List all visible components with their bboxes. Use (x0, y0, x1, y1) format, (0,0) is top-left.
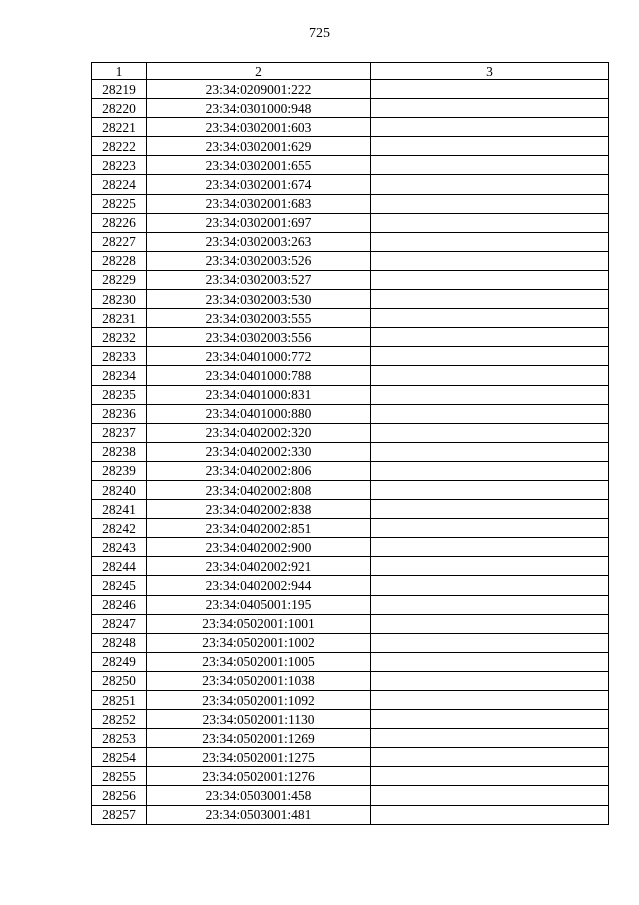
table-header-row (92, 63, 609, 80)
cadastral-number-cell: 23:34:0502001:1038 (147, 671, 371, 690)
table-row (92, 500, 609, 519)
cadastral-number-cell: 23:34:0302003:556 (147, 328, 371, 347)
row-number-cell: 28227 (92, 232, 147, 251)
table-row (92, 710, 609, 729)
table-row (92, 232, 609, 251)
row-number-cell: 28228 (92, 251, 147, 270)
note-cell (371, 404, 609, 423)
cadastral-number-cell: 23:34:0302003:527 (147, 270, 371, 289)
row-number-cell: 28255 (92, 767, 147, 786)
cadastral-number-cell: 23:34:0405001:195 (147, 595, 371, 614)
note-cell (371, 270, 609, 289)
cadastral-number-cell: 23:34:0302001:629 (147, 137, 371, 156)
cadastral-number-cell: 23:34:0302003:263 (147, 232, 371, 251)
cadastral-number-cell: 23:34:0402002:944 (147, 576, 371, 595)
cadastral-number-cell: 23:34:0209001:222 (147, 80, 371, 99)
row-number-cell: 28252 (92, 710, 147, 729)
cadastral-number-cell: 23:34:0301000:948 (147, 99, 371, 118)
cadastral-number-cell: 23:34:0401000:772 (147, 347, 371, 366)
cadastral-number-cell: 23:34:0402002:330 (147, 442, 371, 461)
note-cell (371, 767, 609, 786)
cadastral-number-cell: 23:34:0302001:674 (147, 175, 371, 194)
note-cell (371, 671, 609, 690)
table-row (92, 729, 609, 748)
row-number-cell: 28239 (92, 461, 147, 480)
cadastral-number-cell: 23:34:0302003:526 (147, 251, 371, 270)
cadastral-number-cell: 23:34:0302001:655 (147, 156, 371, 175)
note-cell (371, 175, 609, 194)
table-row (92, 786, 609, 805)
row-number-cell: 28232 (92, 328, 147, 347)
cadastral-number-cell: 23:34:0302003:555 (147, 309, 371, 328)
table-row (92, 175, 609, 194)
table-row (92, 461, 609, 480)
row-number-cell: 28246 (92, 595, 147, 614)
note-cell (371, 710, 609, 729)
row-number-cell: 28231 (92, 309, 147, 328)
note-cell (371, 423, 609, 442)
cadastral-number-cell: 23:34:0502001:1005 (147, 652, 371, 671)
cadastral-number-cell: 23:34:0402002:921 (147, 557, 371, 576)
row-number-cell: 28219 (92, 80, 147, 99)
note-cell (371, 442, 609, 461)
cadastral-number-cell: 23:34:0502001:1002 (147, 633, 371, 652)
note-cell (371, 80, 609, 99)
row-number-cell: 28257 (92, 805, 147, 824)
table-row (92, 270, 609, 289)
note-cell (371, 213, 609, 232)
table-row (92, 671, 609, 690)
row-number-cell: 28256 (92, 786, 147, 805)
table-row (92, 748, 609, 767)
table-row (92, 347, 609, 366)
row-number-cell: 28245 (92, 576, 147, 595)
note-cell (371, 194, 609, 213)
table-row (92, 442, 609, 461)
row-number-cell: 28237 (92, 423, 147, 442)
row-number-cell: 28250 (92, 671, 147, 690)
cadastral-number-cell: 23:34:0302001:697 (147, 213, 371, 232)
table-row (92, 576, 609, 595)
column-header-2: 2 (147, 63, 371, 80)
note-cell (371, 251, 609, 270)
note-cell (371, 576, 609, 595)
registry-table (91, 62, 609, 825)
row-number-cell: 28236 (92, 404, 147, 423)
cadastral-number-cell: 23:34:0402002:851 (147, 519, 371, 538)
note-cell (371, 461, 609, 480)
table-row (92, 480, 609, 499)
cadastral-number-cell: 23:34:0502001:1130 (147, 710, 371, 729)
cadastral-number-cell: 23:34:0502001:1276 (147, 767, 371, 786)
note-cell (371, 309, 609, 328)
note-cell (371, 366, 609, 385)
cadastral-number-cell: 23:34:0502001:1269 (147, 729, 371, 748)
row-number-cell: 28243 (92, 538, 147, 557)
row-number-cell: 28241 (92, 500, 147, 519)
row-number-cell: 28223 (92, 156, 147, 175)
cadastral-number-cell: 23:34:0302003:530 (147, 290, 371, 309)
note-cell (371, 118, 609, 137)
row-number-cell: 28248 (92, 633, 147, 652)
row-number-cell: 28229 (92, 270, 147, 289)
table-row (92, 404, 609, 423)
table-row (92, 633, 609, 652)
note-cell (371, 729, 609, 748)
cadastral-number-cell: 23:34:0402002:808 (147, 480, 371, 499)
note-cell (371, 347, 609, 366)
row-number-cell: 28230 (92, 290, 147, 309)
row-number-cell: 28225 (92, 194, 147, 213)
table-row (92, 118, 609, 137)
table-row (92, 614, 609, 633)
row-number-cell: 28221 (92, 118, 147, 137)
table-row (92, 80, 609, 99)
table-row (92, 519, 609, 538)
table-row (92, 767, 609, 786)
cadastral-number-cell: 23:34:0302001:603 (147, 118, 371, 137)
note-cell (371, 538, 609, 557)
table-row (92, 557, 609, 576)
cadastral-number-cell: 23:34:0502001:1092 (147, 691, 371, 710)
note-cell (371, 480, 609, 499)
note-cell (371, 786, 609, 805)
row-number-cell: 28234 (92, 366, 147, 385)
note-cell (371, 137, 609, 156)
table-row (92, 805, 609, 824)
row-number-cell: 28253 (92, 729, 147, 748)
cadastral-number-cell: 23:34:0502001:1001 (147, 614, 371, 633)
row-number-cell: 28233 (92, 347, 147, 366)
table-row (92, 595, 609, 614)
table-row (92, 156, 609, 175)
row-number-cell: 28249 (92, 652, 147, 671)
row-number-cell: 28220 (92, 99, 147, 118)
column-header-3: 3 (371, 63, 609, 80)
row-number-cell: 28240 (92, 480, 147, 499)
note-cell (371, 652, 609, 671)
row-number-cell: 28251 (92, 691, 147, 710)
row-number-cell: 28238 (92, 442, 147, 461)
cadastral-number-cell: 23:34:0402002:900 (147, 538, 371, 557)
note-cell (371, 557, 609, 576)
cadastral-number-cell: 23:34:0401000:831 (147, 385, 371, 404)
column-header-1: 1 (92, 63, 147, 80)
table-row (92, 309, 609, 328)
cadastral-number-cell: 23:34:0402002:838 (147, 500, 371, 519)
page-number: 725 (309, 26, 330, 41)
table-row (92, 366, 609, 385)
table-row (92, 194, 609, 213)
table-row (92, 137, 609, 156)
table-row (92, 385, 609, 404)
row-number-cell: 28254 (92, 748, 147, 767)
table-row (92, 423, 609, 442)
table-row (92, 691, 609, 710)
note-cell (371, 633, 609, 652)
table-row (92, 99, 609, 118)
row-number-cell: 28235 (92, 385, 147, 404)
cadastral-number-cell: 23:34:0401000:788 (147, 366, 371, 385)
cadastral-number-cell: 23:34:0302001:683 (147, 194, 371, 213)
cadastral-number-cell: 23:34:0402002:320 (147, 423, 371, 442)
table-row (92, 251, 609, 270)
note-cell (371, 99, 609, 118)
row-number-cell: 28226 (92, 213, 147, 232)
row-number-cell: 28224 (92, 175, 147, 194)
note-cell (371, 691, 609, 710)
cadastral-number-cell: 23:34:0402002:806 (147, 461, 371, 480)
note-cell (371, 519, 609, 538)
note-cell (371, 156, 609, 175)
row-number-cell: 28242 (92, 519, 147, 538)
table-row (92, 213, 609, 232)
note-cell (371, 385, 609, 404)
cadastral-number-cell: 23:34:0503001:481 (147, 805, 371, 824)
note-cell (371, 805, 609, 824)
note-cell (371, 500, 609, 519)
cadastral-number-cell: 23:34:0503001:458 (147, 786, 371, 805)
note-cell (371, 614, 609, 633)
note-cell (371, 290, 609, 309)
table-row (92, 328, 609, 347)
note-cell (371, 232, 609, 251)
row-number-cell: 28222 (92, 137, 147, 156)
table-body (92, 80, 609, 825)
note-cell (371, 328, 609, 347)
cadastral-number-cell: 23:34:0502001:1275 (147, 748, 371, 767)
table-row (92, 290, 609, 309)
note-cell (371, 748, 609, 767)
table-row (92, 652, 609, 671)
row-number-cell: 28244 (92, 557, 147, 576)
note-cell (371, 595, 609, 614)
cadastral-number-cell: 23:34:0401000:880 (147, 404, 371, 423)
row-number-cell: 28247 (92, 614, 147, 633)
table-row (92, 538, 609, 557)
